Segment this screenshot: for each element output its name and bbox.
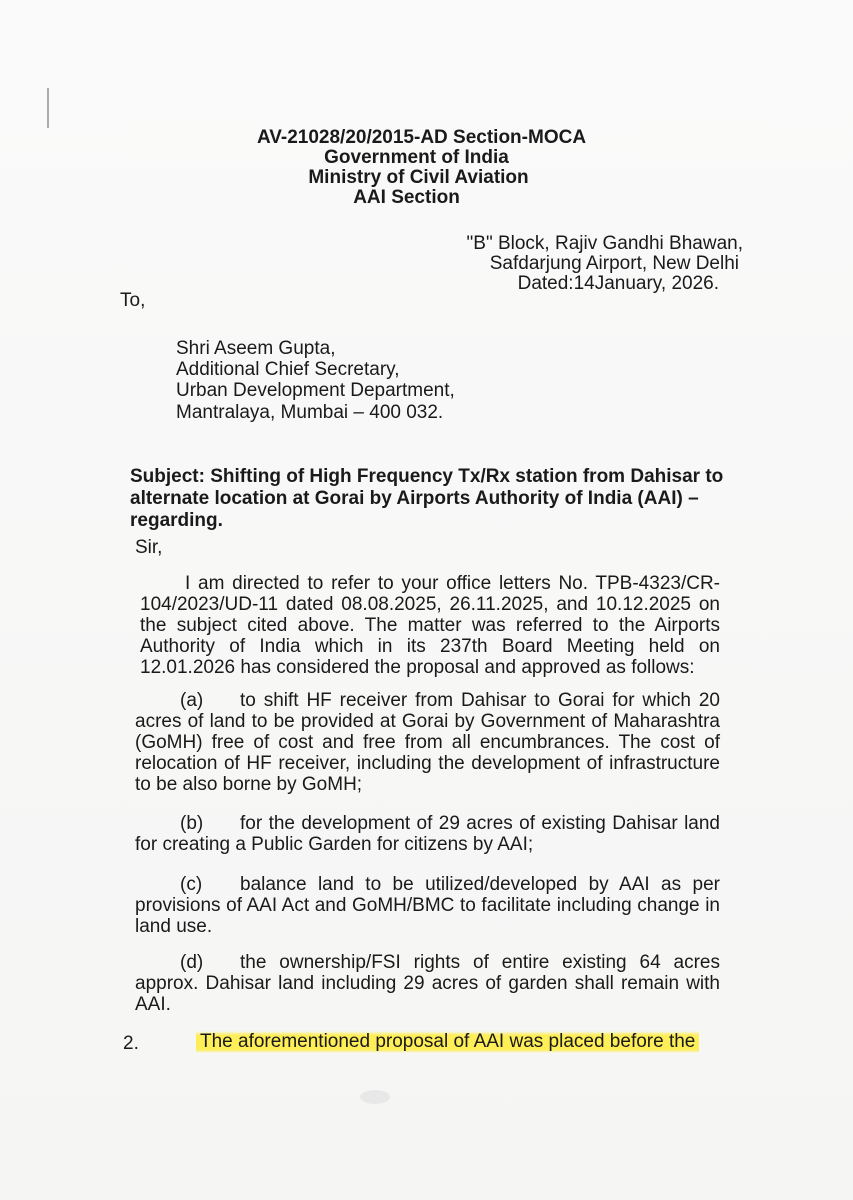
to-label: To, bbox=[120, 290, 146, 311]
approval-item-b bbox=[135, 813, 720, 855]
item-label: (c) bbox=[180, 874, 203, 895]
item-text: for the development of 29 acres of existing Dahisar land for creating a Public Garden for citizens by AAI; bbox=[135, 813, 720, 855]
highlighted-paragraph-2: The aforementioned proposal of AAI was placed before the bbox=[196, 1031, 699, 1053]
approval-item-a bbox=[135, 690, 720, 795]
sender-address-line2: Safdarjung Airport, New Delhi bbox=[489, 253, 739, 274]
recipient-address: Mantralaya, Mumbai – 400 032. bbox=[176, 402, 444, 423]
margin-mark bbox=[47, 88, 49, 128]
recipient-name: Shri Aseem Gupta, bbox=[176, 338, 336, 359]
scan-smudge bbox=[360, 1090, 390, 1104]
salutation: Sir, bbox=[135, 537, 163, 558]
recipient-title: Additional Chief Secretary, bbox=[176, 359, 400, 380]
approval-item-d bbox=[135, 952, 720, 1015]
paragraph-1: I am directed to refer to your office letters No. TPB-4323/CR-104/2023/UD-11 dated 08.08.2025, 26.11.2025, and 10.12.2025 on the subject cited above. The matter was referred to the Airports Authority of India which in its 237th Board Meeting held on 12.01.2026 has considered the proposal and approved as follows: bbox=[140, 573, 720, 678]
file-reference: AV-21028/20/2015-AD Section-MOCA bbox=[256, 127, 587, 148]
item-label: (d) bbox=[180, 952, 204, 973]
approval-item-c bbox=[135, 874, 720, 937]
paragraph-2-number: 2. bbox=[123, 1033, 139, 1054]
item-label: (a) bbox=[180, 690, 204, 711]
item-text: to shift HF receiver from Dahisar to Gorai for which 20 acres of land to be provided at Gorai by Government of Maharashtra (GoMH) free of cost and free from all encumbrances. The cost of relocation of HF receiver, including the development of infrastructure to be also borne by GoMH; bbox=[135, 690, 720, 795]
item-label: (b) bbox=[180, 813, 204, 834]
item-text: balance land to be utilized/developed by AAI as per provisions of AAI Act and GoMH/BMC to facilitate including change in land use. bbox=[135, 874, 720, 937]
ministry-line: Ministry of Civil Aviation bbox=[308, 167, 529, 188]
section-line: AAI Section bbox=[353, 187, 460, 208]
item-text: the ownership/FSI rights of entire existing 64 acres approx. Dahisar land including 29 acres of garden shall remain with AAI. bbox=[135, 952, 720, 1015]
recipient-department: Urban Development Department, bbox=[176, 380, 455, 401]
letter-date: Dated:14January, 2026. bbox=[517, 273, 719, 294]
sender-address-line1: "B" Block, Rajiv Gandhi Bhawan, bbox=[466, 233, 743, 254]
government-line: Government of India bbox=[324, 147, 509, 168]
subject-line: Subject: Shifting of High Frequency Tx/Rx station from Dahisar to alternate location at Gorai by Airports Authority of India (AAI) – regarding. bbox=[130, 466, 724, 531]
